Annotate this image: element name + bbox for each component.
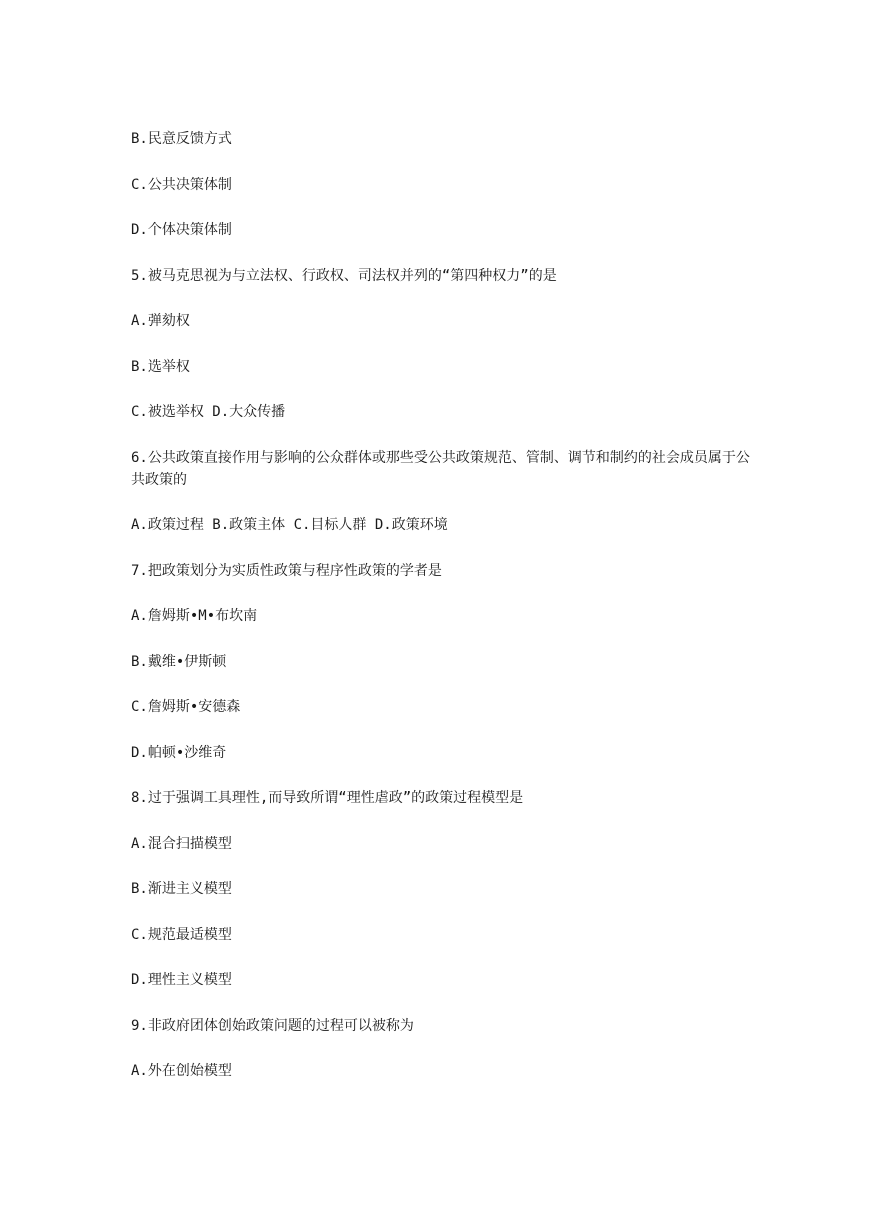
option-b-q8: B.渐进主义模型 [131,881,232,897]
option-a-q9: A.外在创始模型 [131,1063,232,1079]
question-5: 5.被马克思视为与立法权、行政权、司法权并列的“第四种权力”的是 [131,268,557,284]
option-b-q7: B.戴维•伊斯顿 [131,654,227,670]
option-c-d-q5: C.被选举权 D.大众传播 [131,404,286,420]
question-8: 8.过于强调工具理性,而导致所谓“理性虐政”的政策过程模型是 [131,790,524,806]
option-d-q8: D.理性主义模型 [131,972,232,988]
option-a-q8: A.混合扫描模型 [131,836,232,852]
option-a-q7: A.詹姆斯•M•布坎南 [131,608,258,624]
option-b-q5: B.选举权 [131,359,190,375]
question-9: 9.非政府团体创始政策问题的过程可以被称为 [131,1018,414,1034]
option-c-q7: C.詹姆斯•安德森 [131,699,241,715]
question-6: 6.公共政策直接作用与影响的公众群体或那些受公共政策规范、管制、调节和制约的社会成员属于公共政策的 [131,450,750,488]
option-d-q4: D.个体决策体制 [131,222,232,238]
option-c-q4: C.公共决策体制 [131,177,232,193]
option-b-q4: B.民意反馈方式 [131,131,232,147]
question-7: 7.把政策划分为实质性政策与程序性政策的学者是 [131,563,442,579]
options-q6: A.政策过程 B.政策主体 C.目标人群 D.政策环境 [131,517,448,533]
option-a-q5: A.弹劾权 [131,313,190,329]
option-c-q8: C.规范最适模型 [131,927,232,943]
option-d-q7: D.帕顿•沙维奇 [131,745,227,761]
